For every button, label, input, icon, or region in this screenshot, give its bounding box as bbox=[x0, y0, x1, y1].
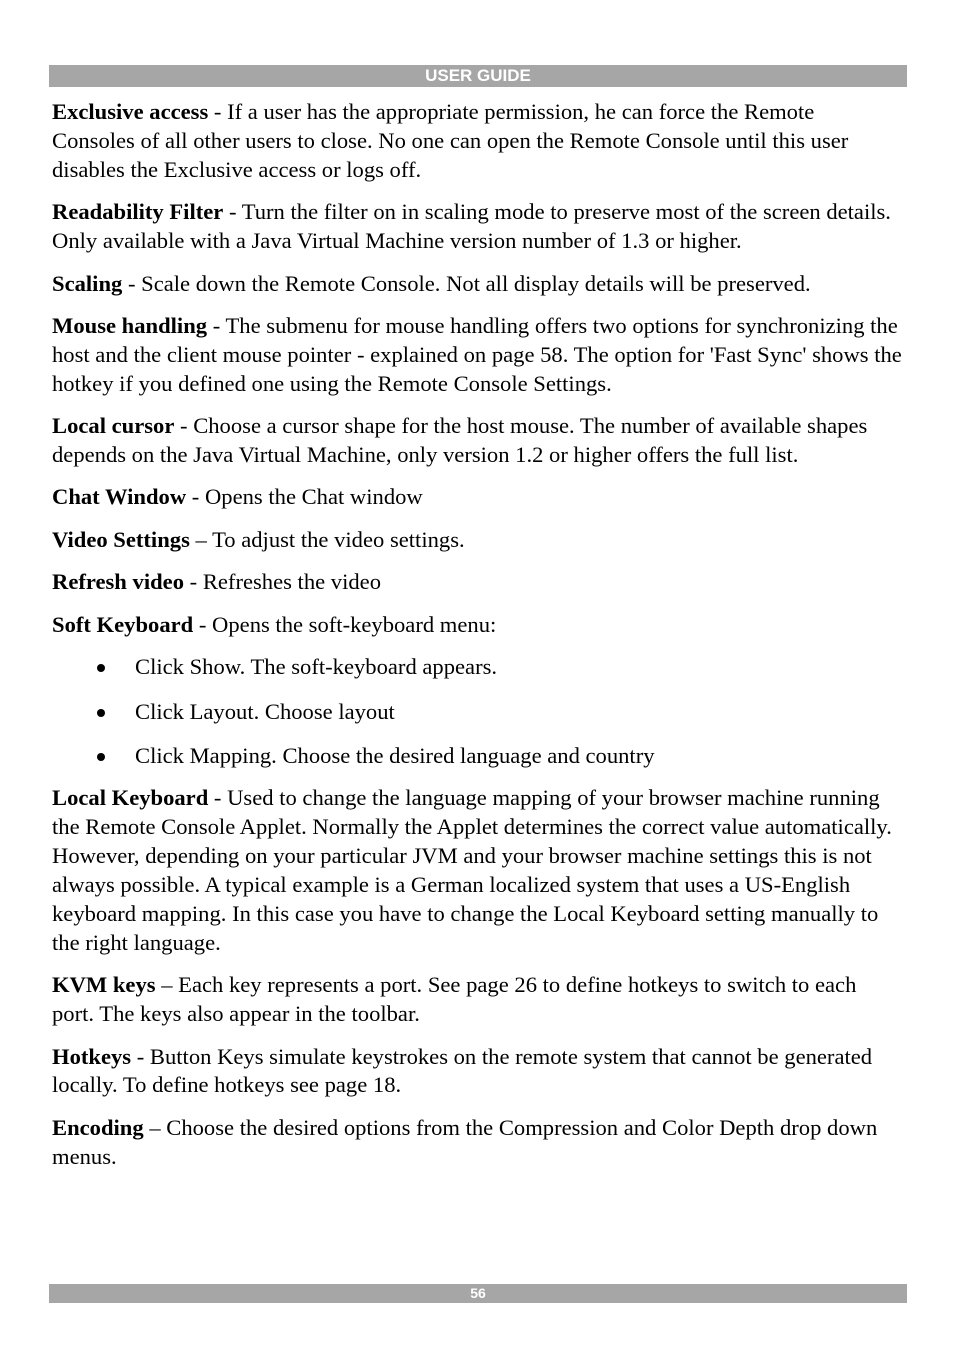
term: Local Keyboard bbox=[52, 785, 209, 811]
term: Readability Filter bbox=[52, 199, 224, 225]
paragraph-refresh-video: Refresh video - Refreshes the video bbox=[52, 569, 382, 595]
paragraph-scaling: Scaling - Scale down the Remote Console. Not all display details will be preserved. bbox=[52, 270, 811, 296]
soft-keyboard-bullet-list bbox=[52, 653, 902, 771]
bullet-icon bbox=[97, 664, 105, 672]
term: Chat Window bbox=[52, 484, 187, 510]
term: Encoding bbox=[52, 1114, 144, 1140]
description: Each key represents a port. See page 26 to define hotkeys to switch to each port. The keys also appear in the toolbar. bbox=[52, 972, 857, 1027]
header-bar bbox=[49, 65, 907, 87]
bullet-icon bbox=[97, 709, 105, 717]
paragraph-encoding: Encoding – Choose the desired options from the Compression and Color Depth drop down menus. bbox=[52, 1114, 878, 1169]
paragraph-local-cursor: Local cursor - Choose a cursor shape for the host mouse. The number of available shapes depends on the Java Virtual Machine, only version 1.2 or higher offers the full list. bbox=[52, 413, 868, 468]
paragraph-mouse-handling: Mouse handling - The submenu for mouse handling offers two options for synchronizing the host and the client mouse pointer - explained on page 58. The option for 'Fast Sync' shows the hotkey if you defined one using the Remote Console Settings. bbox=[52, 312, 902, 396]
description: Choose the desired options from the Compression and Color Depth drop down menus. bbox=[52, 1114, 878, 1169]
page-content bbox=[52, 98, 902, 1185]
paragraph-readability-filter: Readability Filter - Turn the filter on in scaling mode to preserve most of the screen details. Only available with a Java Virtual Machine version number of 1.3 or higher. bbox=[52, 199, 891, 254]
description: Used to change the language mapping of your browser machine running the Remote Console Applet. Normally the Applet determines the correct value automatically. However, depending on your particular JVM and your browser machine settings this is not always possible. A typical example is a German localized system that uses a US-English keyboard mapping. In this case you have to change the Local Keyboard setting manually to the right language. bbox=[52, 785, 892, 955]
paragraph-soft-keyboard: Soft Keyboard - Opens the soft-keyboard menu: bbox=[52, 611, 497, 637]
header-title: USER GUIDE bbox=[425, 66, 531, 85]
page-number: 56 bbox=[470, 1285, 486, 1301]
description: Opens the soft-keyboard menu: bbox=[212, 611, 497, 637]
list-item: Click Layout. Choose layout bbox=[52, 698, 902, 727]
list-item: Click Mapping. Choose the desired language and country bbox=[52, 742, 902, 771]
description: Refreshes the video bbox=[202, 569, 382, 595]
term: Scaling bbox=[52, 270, 123, 296]
term: Mouse handling bbox=[52, 312, 208, 338]
paragraph-kvm-keys: KVM keys – Each key represents a port. See page 26 to define hotkeys to switch to each port. The keys also appear in the toolbar. bbox=[52, 972, 857, 1027]
term: KVM keys bbox=[52, 972, 156, 998]
description: Scale down the Remote Console. Not all display details will be preserved. bbox=[141, 270, 811, 296]
description: If a user has the appropriate permission, he can force the Remote Consoles of all other users to close. No one can open the Remote Console until this user disables the Exclusive access or logs off. bbox=[52, 99, 849, 182]
paragraph-hotkeys: Hotkeys - Button Keys simulate keystrokes on the remote system that cannot be generated locally. To define hotkeys see page 18. bbox=[52, 1043, 873, 1098]
term: Refresh video bbox=[52, 569, 184, 595]
term: Video Settings bbox=[52, 526, 190, 552]
paragraph-local-keyboard: Local Keyboard - Used to change the language mapping of your browser machine running the Remote Console Applet. Normally the Applet determines the correct value automatically. However, depending on your particular JVM and your browser machine settings this is not always possible. A typical example is a German localized system that uses a US-English keyboard mapping. In this case you have to change the Local Keyboard setting manually to the right language. bbox=[52, 785, 892, 955]
paragraph-video-settings: Video Settings – To adjust the video settings. bbox=[52, 526, 465, 552]
description: Button Keys simulate keystrokes on the remote system that cannot be generated locally. To define hotkeys see page 18. bbox=[52, 1043, 873, 1098]
description: Choose a cursor shape for the host mouse. The number of available shapes depends on the Java Virtual Machine, only version 1.2 or higher offers the full list. bbox=[52, 413, 868, 468]
description: The submenu for mouse handling offers two options for synchronizing the host and the client mouse pointer - explained on page 58. The option for 'Fast Sync' shows the hotkey if you defined one using the Remote Console Settings. bbox=[52, 312, 902, 396]
list-item: Click Show. The soft-keyboard appears. bbox=[52, 653, 902, 682]
paragraph-chat-window: Chat Window - Opens the Chat window bbox=[52, 484, 423, 510]
term: Exclusive access bbox=[52, 99, 209, 124]
bullet-icon bbox=[97, 753, 105, 761]
term: Hotkeys bbox=[52, 1043, 132, 1069]
description: Turn the filter on in scaling mode to preserve most of the screen details. Only available with a Java Virtual Machine version number of 1.3 or higher. bbox=[52, 199, 891, 254]
description: Opens the Chat window bbox=[204, 484, 423, 510]
description: To adjust the video settings. bbox=[212, 526, 465, 552]
term: Soft Keyboard bbox=[52, 611, 194, 637]
paragraph-exclusive-access: Exclusive access - If a user has the appropriate permission, he can force the Remote Consoles of all other users to close. No one can open the Remote Console until this user disables the Exclusive access or logs off. bbox=[52, 99, 849, 182]
footer-bar bbox=[49, 1284, 907, 1303]
term: Local cursor bbox=[52, 413, 175, 439]
